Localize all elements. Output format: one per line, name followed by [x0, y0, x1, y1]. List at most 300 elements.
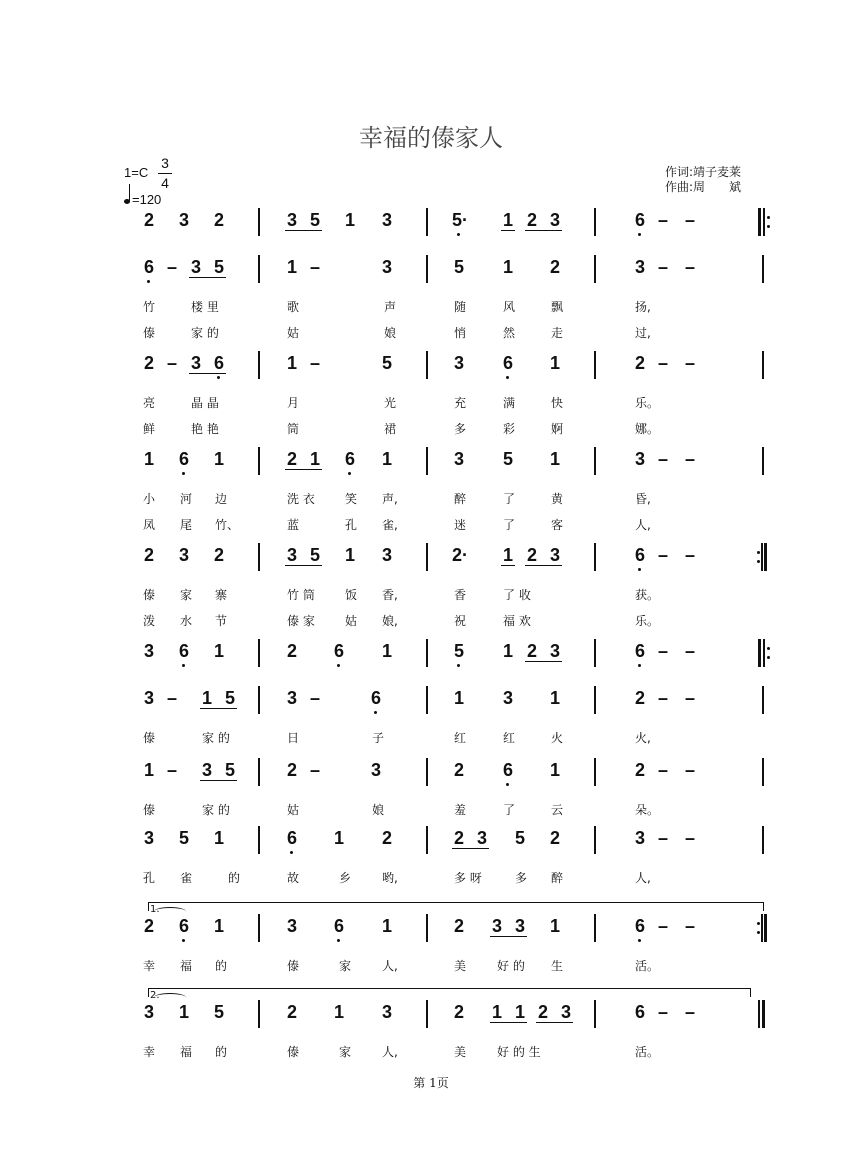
lyric: 的: [215, 959, 228, 973]
note: –: [684, 688, 695, 708]
low-octave-dot: [182, 472, 185, 475]
barline: [258, 447, 260, 475]
note: 5·: [452, 210, 469, 230]
time-signature-top: 3: [161, 155, 169, 171]
note: 1: [381, 449, 392, 469]
low-octave-dot: [182, 664, 185, 667]
note: 3: [286, 210, 297, 230]
lyric: 孔: [143, 871, 156, 885]
note: 1: [213, 449, 224, 469]
barline: [426, 208, 428, 236]
lyric: 边: [215, 492, 228, 506]
beam-underline: [501, 565, 515, 566]
lyric: 洗 衣: [287, 492, 315, 506]
barline: [426, 447, 428, 475]
lyric: 悄: [454, 326, 467, 340]
lyric: 了: [503, 803, 516, 817]
lyric: 香: [454, 588, 467, 602]
note: 3: [453, 353, 464, 373]
note: 3: [286, 688, 297, 708]
note: 6: [333, 916, 344, 936]
note: 6: [502, 353, 513, 373]
note: 1: [502, 545, 513, 565]
low-octave-dot: [290, 851, 293, 854]
note: 2: [143, 210, 154, 230]
barline: [761, 914, 763, 942]
barline: [594, 351, 596, 379]
note: –: [657, 353, 668, 373]
lyric: 裙: [384, 422, 397, 436]
barline: [594, 543, 596, 571]
lyric: 美: [454, 1045, 467, 1059]
barline: [258, 255, 260, 283]
lyric: 饭: [345, 588, 358, 602]
note: –: [309, 257, 320, 277]
note: 2: [286, 1002, 297, 1022]
lyric: 活。: [635, 1045, 660, 1059]
lyric: 姑: [287, 326, 300, 340]
note: –: [684, 257, 695, 277]
note: 6: [178, 916, 189, 936]
lyric: 蓝: [287, 518, 300, 532]
lyric: 笑: [345, 492, 358, 506]
lyric: 多 呀: [454, 871, 482, 885]
note: 3: [476, 828, 487, 848]
low-octave-dot: [506, 376, 509, 379]
lyric: 水: [180, 614, 193, 628]
note: 1: [213, 916, 224, 936]
lyric: 飘: [551, 300, 564, 314]
lyric: 好 的 生: [497, 1045, 541, 1059]
beam-underline: [536, 1022, 573, 1023]
barline: [258, 543, 260, 571]
lyric: 随: [454, 300, 467, 314]
note: 1: [514, 1002, 525, 1022]
note: 5: [178, 828, 189, 848]
barline: [594, 208, 596, 236]
lyric: 多: [454, 422, 467, 436]
quarter-note-icon: [124, 199, 130, 204]
note: –: [684, 545, 695, 565]
note: 1: [502, 257, 513, 277]
lyric: 云: [551, 803, 564, 817]
low-octave-dot: [374, 711, 377, 714]
note: –: [684, 916, 695, 936]
note: 6: [634, 641, 645, 661]
note: 3: [381, 1002, 392, 1022]
note: 2: [453, 828, 464, 848]
note: 3: [453, 449, 464, 469]
lyric: 筒: [287, 422, 300, 436]
lyric: 幸: [143, 959, 156, 973]
key-signature: 1=C: [124, 165, 149, 180]
barline-thick: [764, 543, 767, 571]
barline: [426, 255, 428, 283]
barline: [762, 826, 764, 854]
note: 5: [309, 210, 320, 230]
lyric: 傣 家: [287, 614, 315, 628]
low-octave-dot: [638, 233, 641, 236]
lyric: 人,: [382, 959, 398, 973]
lyric: 福 欢: [503, 614, 531, 628]
repeat-dot: [757, 922, 760, 925]
note: –: [684, 353, 695, 373]
note: 3: [634, 828, 645, 848]
low-octave-dot: [217, 376, 220, 379]
note: –: [684, 449, 695, 469]
low-octave-dot: [457, 233, 460, 236]
lyric: 红: [503, 731, 516, 745]
repeat-dot: [767, 225, 770, 228]
lyric: 傣: [287, 959, 300, 973]
lyric: 迷: [454, 518, 467, 532]
note: 1: [201, 688, 212, 708]
lyric: 福: [180, 959, 193, 973]
lyric: 声: [384, 300, 397, 314]
beam-underline: [490, 936, 527, 937]
note: 3: [143, 828, 154, 848]
note: 5: [514, 828, 525, 848]
beam-underline: [525, 565, 562, 566]
lyric: 楼 里: [191, 300, 219, 314]
note: –: [166, 760, 177, 780]
note: –: [657, 257, 668, 277]
barline-thick: [758, 208, 761, 236]
tempo-marking: [124, 192, 161, 207]
low-octave-dot: [638, 568, 641, 571]
slur: [154, 907, 186, 916]
lyric: 姑: [287, 803, 300, 817]
barline: [594, 826, 596, 854]
note: 5: [381, 353, 392, 373]
low-octave-dot: [337, 939, 340, 942]
beam-underline: [285, 469, 322, 470]
lyric: 的: [215, 1045, 228, 1059]
note: 2: [143, 545, 154, 565]
low-octave-dot: [348, 472, 351, 475]
lyric: 竹 筒: [287, 588, 315, 602]
lyric: 了 收: [503, 588, 531, 602]
note: 1: [381, 916, 392, 936]
lyricist: 作词:靖子麦莱: [665, 165, 742, 179]
note: 2: [213, 545, 224, 565]
lyric: 了: [503, 518, 516, 532]
lyric: 红: [454, 731, 467, 745]
barline: [426, 758, 428, 786]
lyric: 雀,: [382, 518, 398, 532]
barline: [258, 351, 260, 379]
lyric: 家 的: [202, 731, 230, 745]
lyric: 傣: [143, 803, 156, 817]
beam-underline: [490, 1022, 527, 1023]
note: 1: [333, 828, 344, 848]
note: 1: [213, 828, 224, 848]
note: 3: [178, 545, 189, 565]
note: 3: [560, 1002, 571, 1022]
note: 6: [634, 1002, 645, 1022]
barline: [763, 208, 765, 236]
lyric: 哟,: [382, 871, 398, 885]
note: 3: [634, 257, 645, 277]
lyric: 光: [384, 396, 397, 410]
note: 1: [344, 210, 355, 230]
barline: [758, 1000, 760, 1028]
note: 2: [634, 760, 645, 780]
slur: [154, 993, 186, 1002]
lyric: 风: [503, 300, 516, 314]
lyric: 小: [143, 492, 156, 506]
barline: [594, 686, 596, 714]
lyric: 家: [339, 959, 352, 973]
lyric: 扬,: [635, 300, 651, 314]
note: 2: [634, 688, 645, 708]
lyric: 雀: [180, 871, 193, 885]
note: 2: [537, 1002, 548, 1022]
lyric: 火: [551, 731, 564, 745]
note: 6: [213, 353, 224, 373]
lyric: 乐。: [635, 614, 660, 628]
note: 1: [491, 1002, 502, 1022]
lyric: 过,: [635, 326, 651, 340]
note: 2: [143, 916, 154, 936]
lyric: 日: [287, 731, 300, 745]
volta-number: 1.: [150, 904, 160, 915]
note: 3: [491, 916, 502, 936]
lyric: 满: [503, 396, 516, 410]
note: 6: [634, 210, 645, 230]
repeat-dot: [757, 931, 760, 934]
repeat-dot: [767, 647, 770, 650]
beam-underline: [285, 565, 322, 566]
note: 3: [190, 257, 201, 277]
note: 1: [309, 449, 320, 469]
lyric: 河: [180, 492, 193, 506]
note: 2: [549, 828, 560, 848]
lyric: 彩: [503, 422, 516, 436]
lyric: 娘,: [382, 614, 398, 628]
lyric: 然: [503, 326, 516, 340]
repeat-dot: [757, 560, 760, 563]
lyric: 祝: [454, 614, 467, 628]
page-number: 第 1页: [413, 1076, 449, 1090]
note: 2: [381, 828, 392, 848]
low-octave-dot: [147, 280, 150, 283]
low-octave-dot: [506, 783, 509, 786]
beam-underline: [501, 230, 515, 231]
lyric: 娜。: [635, 422, 660, 436]
note: 3: [549, 545, 560, 565]
note: 2: [526, 545, 537, 565]
barline: [426, 543, 428, 571]
barline: [594, 255, 596, 283]
note: 2: [634, 353, 645, 373]
note: 1: [333, 1002, 344, 1022]
note: 2: [526, 641, 537, 661]
note: 1: [502, 210, 513, 230]
beam-underline: [525, 661, 562, 662]
note: –: [684, 828, 695, 848]
note: 2: [143, 353, 154, 373]
note: 1: [286, 353, 297, 373]
barline: [762, 758, 764, 786]
note: 2: [453, 1002, 464, 1022]
lyric: 家 的: [202, 803, 230, 817]
barline: [426, 639, 428, 667]
note: –: [309, 353, 320, 373]
lyric: 娘: [372, 803, 385, 817]
low-octave-dot: [337, 664, 340, 667]
barline-thick: [762, 1000, 765, 1028]
low-octave-dot: [638, 664, 641, 667]
note: –: [657, 688, 668, 708]
lyric: 昏,: [635, 492, 651, 506]
lyric: 月: [287, 396, 300, 410]
lyric: 朵。: [635, 803, 660, 817]
barline-thick: [758, 639, 761, 667]
note: –: [684, 210, 695, 230]
note: 3: [381, 210, 392, 230]
note: 1: [213, 641, 224, 661]
low-octave-dot: [182, 939, 185, 942]
lyric: 家 的: [191, 326, 219, 340]
lyric: 子: [372, 731, 385, 745]
lyric: 美: [454, 959, 467, 973]
note: 3: [286, 916, 297, 936]
note: 2: [453, 760, 464, 780]
note: 3: [201, 760, 212, 780]
lyric: 婀: [551, 422, 564, 436]
note: 3: [286, 545, 297, 565]
barline: [426, 1000, 428, 1028]
note: 2·: [452, 545, 469, 565]
lyric: 娘: [384, 326, 397, 340]
note: 2: [286, 449, 297, 469]
lyric: 人,: [635, 518, 651, 532]
lyric: 姑: [345, 614, 358, 628]
lyric: 歌: [287, 300, 300, 314]
note: –: [684, 760, 695, 780]
note: 3: [634, 449, 645, 469]
lyric: 声,: [382, 492, 398, 506]
beam-underline: [285, 230, 322, 231]
note: 3: [143, 688, 154, 708]
lyric: 了: [503, 492, 516, 506]
note: 1: [502, 641, 513, 661]
barline: [761, 543, 763, 571]
note: 2: [213, 210, 224, 230]
barline: [258, 208, 260, 236]
lyric: 傣: [287, 1045, 300, 1059]
volta-bracket: [148, 902, 764, 911]
lyric: 艳 艳: [191, 422, 219, 436]
note: –: [657, 210, 668, 230]
note: –: [166, 257, 177, 277]
note: 3: [143, 1002, 154, 1022]
note: 1: [143, 449, 154, 469]
note: 3: [178, 210, 189, 230]
time-signature: [158, 155, 172, 192]
lyric: 人,: [635, 871, 651, 885]
lyric: 竹: [143, 300, 156, 314]
time-signature-divider: [158, 173, 172, 174]
note: –: [657, 449, 668, 469]
composer: 作曲:周 斌: [665, 180, 742, 194]
note: –: [657, 760, 668, 780]
note: –: [657, 1002, 668, 1022]
note: 2: [549, 257, 560, 277]
credits: [665, 165, 741, 195]
note: –: [684, 1002, 695, 1022]
lyric: 乡: [339, 871, 352, 885]
beam-underline: [189, 277, 226, 278]
beam-underline: [200, 780, 237, 781]
note: –: [657, 916, 668, 936]
barline: [258, 1000, 260, 1028]
barline: [594, 758, 596, 786]
barline: [594, 447, 596, 475]
lyric: 走: [551, 326, 564, 340]
volta-number: 2.: [150, 990, 160, 1001]
barline: [762, 686, 764, 714]
lyric: 获。: [635, 588, 660, 602]
lyric: 好 的: [497, 959, 525, 973]
lyric: 傣: [143, 588, 156, 602]
lyric: 寨: [215, 588, 228, 602]
song-title: 幸福的傣家人: [359, 124, 503, 152]
lyric: 黄: [551, 492, 564, 506]
lyric: 充: [454, 396, 467, 410]
note: –: [309, 760, 320, 780]
repeat-dot: [767, 216, 770, 219]
lyric: 傣: [143, 326, 156, 340]
note: 6: [634, 916, 645, 936]
lyric: 人,: [382, 1045, 398, 1059]
repeat-dot: [757, 551, 760, 554]
barline: [426, 914, 428, 942]
lyric: 福: [180, 1045, 193, 1059]
repeat-dot: [767, 656, 770, 659]
lyric: 凤: [143, 518, 156, 532]
barline: [258, 639, 260, 667]
note: 6: [634, 545, 645, 565]
note: 6: [143, 257, 154, 277]
note: –: [309, 688, 320, 708]
lyric: 傣: [143, 731, 156, 745]
lyric: 晶 晶: [191, 396, 219, 410]
note: 5: [309, 545, 320, 565]
barline: [762, 255, 764, 283]
barline-thick: [764, 914, 767, 942]
barline: [258, 826, 260, 854]
note: 1: [453, 688, 464, 708]
lyric: 醉: [454, 492, 467, 506]
lyric: 香,: [382, 588, 398, 602]
lyric: 的: [228, 871, 241, 885]
barline: [594, 639, 596, 667]
lyric: 活。: [635, 959, 660, 973]
volta-bracket: [148, 988, 751, 997]
note: –: [166, 353, 177, 373]
note: –: [657, 641, 668, 661]
note: 1: [549, 760, 560, 780]
barline: [258, 758, 260, 786]
lyric: 亮: [143, 396, 156, 410]
note: 2: [286, 641, 297, 661]
note: 6: [286, 828, 297, 848]
note: 3: [381, 545, 392, 565]
lyric: 幸: [143, 1045, 156, 1059]
note: 6: [178, 641, 189, 661]
